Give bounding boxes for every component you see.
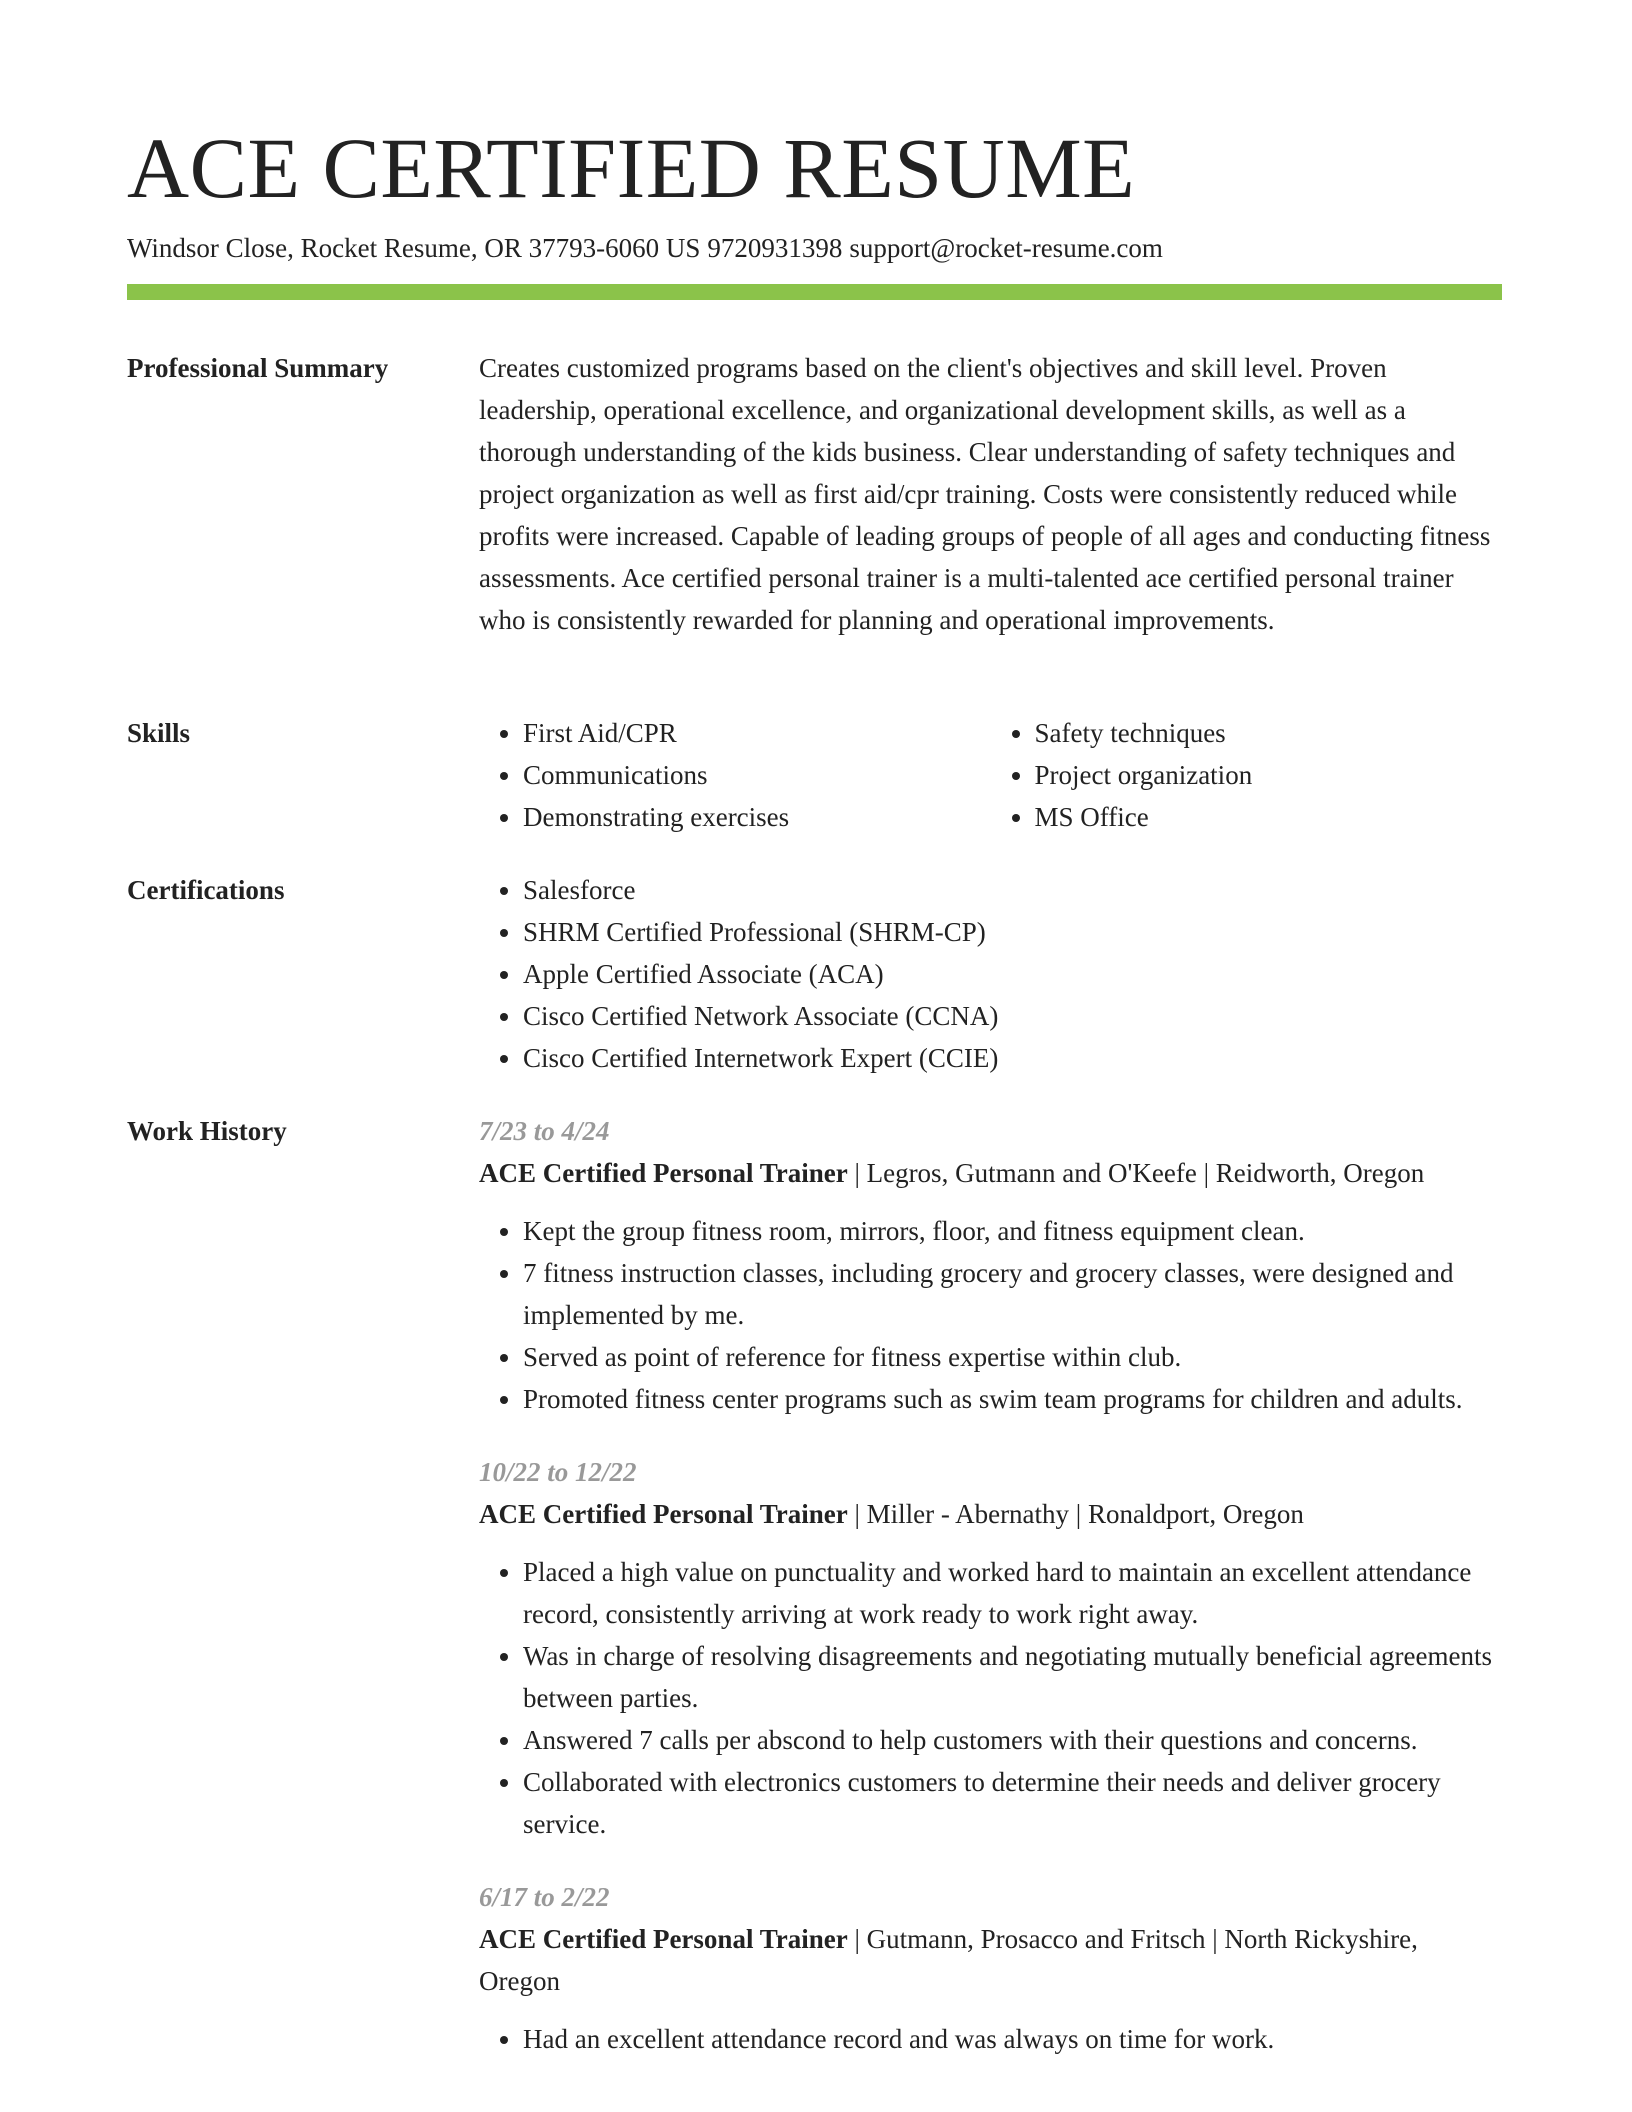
skill-item: • Communications <box>523 754 991 796</box>
contact-email: support@rocket-resume.com <box>849 233 1163 263</box>
job-title: ACE Certified Personal Trainer <box>479 1924 848 1954</box>
header-divider <box>127 284 1502 300</box>
certifications-body <box>479 869 1502 1079</box>
job-bullet: • Promoted fitness center programs such as swim team programs for children and adults. <box>523 1378 1502 1420</box>
summary-heading: Professional Summary <box>127 353 389 383</box>
job-dates: 10/22 to 12/22 <box>479 1457 637 1487</box>
summary-text: Creates customized programs based on the client's objectives and skill level. Proven leadership, operational excellence, and organizational development skills, as well as a thorough understanding of the kids business. Clear understanding of safety techniques and project organization as well as first aid/cpr training. Costs were consistently reduced while profits were increased. Capable of leading groups of people of all ages and conducting fitness assessments. Ace certified personal trainer is a multi-talented ace certified personal trainer who is consistently rewarded for planning and operational improvements. <box>479 353 1491 635</box>
job-dates: 6/17 to 2/22 <box>479 1882 610 1912</box>
job-dates: 7/23 to 4/24 <box>479 1116 610 1146</box>
skills-list-right <box>991 712 1503 838</box>
contact-phone: 9720931398 <box>707 233 843 263</box>
job-bullet: • Answered 7 calls per abscond to help customers with their questions and concerns. <box>523 1719 1502 1761</box>
certifications-list <box>479 869 1502 1079</box>
job-title: ACE Certified Personal Trainer <box>479 1499 848 1529</box>
resume-name: ACE CERTIFIED RESUME <box>127 120 1136 216</box>
job-bullet: • Served as point of reference for fitness expertise within club. <box>523 1336 1502 1378</box>
certification-item: • SHRM Certified Professional (SHRM-CP) <box>523 911 1502 953</box>
skill-item: • Safety techniques <box>1035 712 1503 754</box>
job-bullet: • 7 fitness instruction classes, including grocery and grocery classes, were designed and implemented by me. <box>523 1252 1502 1336</box>
certifications-heading: Certifications <box>127 875 285 905</box>
certification-item: • Cisco Certified Internetwork Expert (CCIE) <box>523 1037 1502 1079</box>
job-heading <box>479 1493 1502 1535</box>
skills-heading: Skills <box>127 718 191 748</box>
job-bullet: • Collaborated with electronics customers to determine their needs and deliver grocery service. <box>523 1761 1502 1845</box>
job-heading <box>479 1152 1502 1194</box>
job-bullet: • Had an excellent attendance record and was always on time for work. <box>523 2018 1502 2060</box>
certification-item: • Cisco Certified Network Associate (CCNA) <box>523 995 1502 1037</box>
job-details: | Gutmann, Prosacco and Fritsch | North Rickyshire, Oregon <box>479 1924 1418 1996</box>
work-history-body <box>479 1110 1502 2060</box>
certification-item: • Apple Certified Associate (ACA) <box>523 953 1502 995</box>
job-entry <box>479 1110 1502 1420</box>
job-details: | Legros, Gutmann and O'Keefe | Reidworth, Oregon <box>847 1158 1425 1188</box>
job-title: ACE Certified Personal Trainer <box>479 1158 848 1188</box>
job-bullet: • Kept the group fitness room, mirrors, floor, and fitness equipment clean. <box>523 1210 1502 1252</box>
work-history-heading: Work History <box>127 1116 287 1146</box>
job-entry <box>479 1451 1502 1845</box>
job-heading <box>479 1918 1502 2002</box>
skill-item: • Project organization <box>1035 754 1503 796</box>
skill-item: • Demonstrating exercises <box>523 796 991 838</box>
skills-list-left <box>479 712 991 838</box>
job-details: | Miller - Abernathy | Ronaldport, Oregon <box>847 1499 1304 1529</box>
job-bullet: • Placed a high value on punctuality and worked hard to maintain an excellent attendance record, consistently arriving at work ready to work right away. <box>523 1551 1502 1635</box>
skill-item: • MS Office <box>1035 796 1503 838</box>
contact-address: Windsor Close, Rocket Resume, OR 37793-6060 US <box>127 233 701 263</box>
job-bullet: • Was in charge of resolving disagreements and negotiating mutually beneficial agreements between parties. <box>523 1635 1502 1719</box>
job-bullets <box>479 1551 1502 1845</box>
job-bullets <box>479 2018 1502 2060</box>
skills-columns <box>479 712 1502 838</box>
job-entry <box>479 1876 1502 2060</box>
contact-line <box>127 231 1163 265</box>
skill-item: • First Aid/CPR <box>523 712 991 754</box>
job-bullets <box>479 1210 1502 1420</box>
certification-item: • Salesforce <box>523 869 1502 911</box>
